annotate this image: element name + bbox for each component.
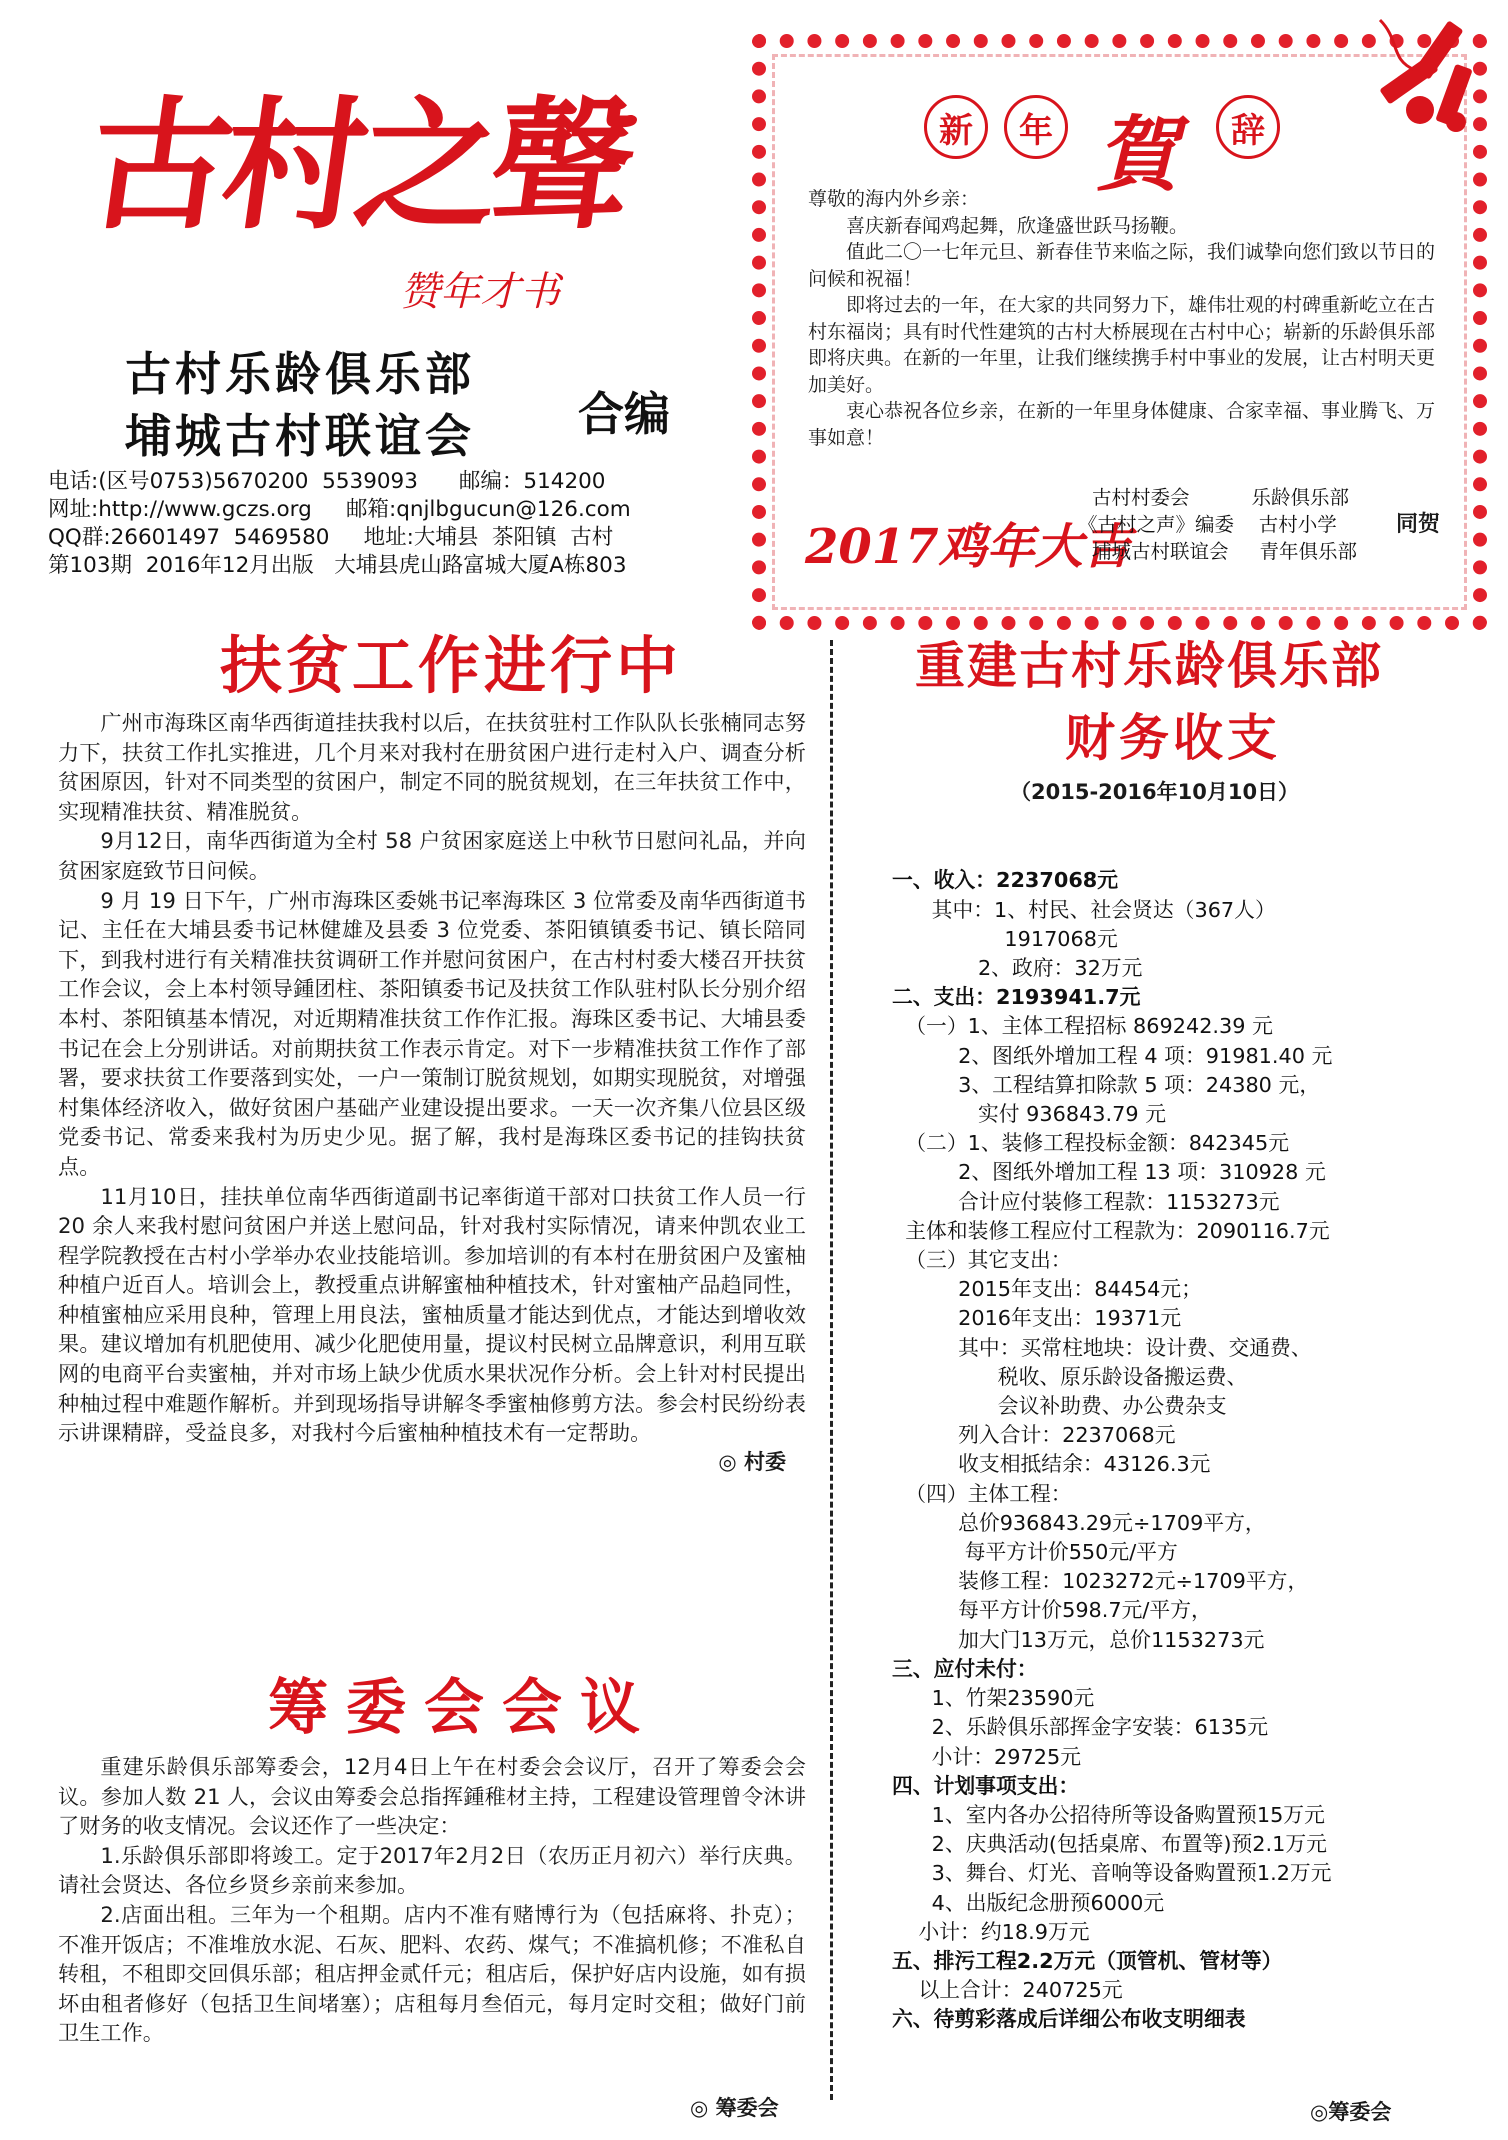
finance-line: （三）其它支出：	[892, 1248, 1072, 1273]
column-divider	[830, 640, 833, 2100]
contact-line-qq: QQ群:26601497 5469580 地址:大埔县 茶阳镇 古村	[48, 525, 614, 550]
greeting-signer-line: 埔城古村联谊会 青年俱乐部	[1092, 540, 1357, 563]
finance-line: 每平方计价550元/平方	[892, 1540, 1178, 1565]
finance-line: 1、竹架23590元	[892, 1686, 1095, 1711]
finance-line: 五、排污工程2.2万元（顶管机、管材等）	[892, 1948, 1283, 1973]
finance-line: 小计：29725元	[892, 1744, 1082, 1769]
finance-line: 1、室内各办公招待所等设备购置预15万元	[892, 1802, 1325, 1827]
finance-line: 3、舞台、灯光、音响等设备购置预1.2万元	[892, 1861, 1332, 1886]
greeting-tongge: 同贺	[1396, 512, 1441, 537]
firecracker-icon	[1360, 10, 1500, 150]
finance-line: 六、待剪彩落成后详细公布收支明细表	[892, 2007, 1246, 2032]
issue-line: 第103期 2016年12月出版 大埔县虎山路富城大厦A栋803	[48, 553, 627, 578]
finance-line: 2、乐龄俱乐部挥金字安装：6135元	[892, 1715, 1269, 1740]
finance-line: 以上合计：240725元	[892, 1978, 1123, 2003]
headline-finance-2: 财务收支	[1065, 709, 1281, 767]
article-committee-meeting	[58, 1752, 806, 2048]
finance-line: 2016年支出：19371元	[892, 1306, 1182, 1331]
finance-line: 其中：1、村民、社会贤达（367人）	[892, 897, 1276, 922]
finance-line: 合计应付装修工程款：1153273元	[892, 1189, 1280, 1214]
finance-line: 2、图纸外增加工程 4 项：91981.40 元	[892, 1043, 1333, 1068]
greeting-body	[808, 186, 1448, 451]
greeting-paragraph: 即将过去的一年，在大家的共同努力下，雄伟壮观的村碑重新屹立在古村东福岗；具有时代性建筑的古村大桥展现在古村中心；崭新的乐龄俱乐部即将庆典。在新的一年里，让我们继续携手村中事业的发展，让古村明天更加美好。	[808, 294, 1436, 396]
finance-line: 其中：买常柱地块：设计费、交通费、	[892, 1335, 1312, 1360]
finance-line: 小计：约18.9万元	[892, 1919, 1090, 1944]
finance-line: 四、计划事项支出：	[892, 1773, 1080, 1798]
finance-line: 列入合计：2237068元	[892, 1423, 1176, 1448]
finance-line: 二、支出：2193941.7元	[892, 985, 1141, 1010]
finance-line: 2、图纸外增加工程 13 项：310928 元	[892, 1160, 1326, 1185]
finance-line: 3、工程结算扣除款 5 项：24380 元，	[892, 1072, 1321, 1097]
finance-line: 1917068元	[892, 926, 1118, 951]
finance-line: 税收、原乐龄设备搬运费、	[892, 1364, 1248, 1389]
finance-line: 2015年支出：84454元；	[892, 1277, 1202, 1302]
greeting-signer-line: 古村村委会 乐龄俱乐部	[1092, 486, 1349, 509]
headline-poverty-relief: 扶贫工作进行中	[220, 629, 683, 702]
headline-committee-meeting: 筹委会会议	[268, 1673, 658, 1743]
greeting-signer-line: 《古村之声》编委 古村小学	[1078, 513, 1337, 536]
headline-finance-1: 重建古村乐龄俱乐部	[915, 637, 1383, 695]
finance-line: 每平方计价598.7元/平方，	[892, 1598, 1212, 1623]
finance-line: 加大门13万元，总价1153273元	[892, 1627, 1265, 1652]
finance-line: 总价936843.29元÷1709平方，	[892, 1510, 1266, 1535]
article-paragraph: 9 月 19 日下午，广州市海珠区委姚书记率海珠区 3 位常委及南华西街道书记、主任在大埔县委书记林健雄及县委 3 位党委、茶阳镇镇委书记、镇长陪同下，到我村进行有关精准扶贫调研工作并慰问贫困户，在古村村委大楼召开扶贫工作会议，会上本村领导鍾团柱、茶阳镇委书记及扶贫工作队驻村队长分别介绍本村、茶阳镇基本情况，对近期精准扶贫工作作汇报。海珠区委书记、大埔县委书记在会上分别讲话。对前期扶贫工作表示肯定。对下一步精准扶贫工作作了部署，要求扶贫工作要落到实处，一户一策制订脱贫规划，如期实现脱贫，对增强村集体经济收入，做好贫困户基础产业建设提出要求。一天一次齐集八位县区级党委书记、常委来我村为历史少见。据了解，我村是海珠区委书记的挂钩扶贫点。	[58, 887, 806, 1179]
finance-line: 2、政府：32万元	[892, 956, 1143, 981]
finance-line: 装修工程：1023272元÷1709平方，	[892, 1569, 1309, 1594]
article-paragraph: 1.乐龄俱乐部即将竣工。定于2017年2月2日（农历正月初六）举行庆典。请社会贤达、各位乡贤乡亲前来参加。	[58, 1842, 806, 1898]
greeting-paragraph: 喜庆新春闻鸡起舞，欣逢盛世跃马扬鞭。	[846, 214, 1189, 237]
article-signature: ◎ 筹委会	[690, 2096, 779, 2120]
finance-line: 会议补助费、办公费杂支	[892, 1394, 1227, 1419]
article-paragraph: 2.店面出租。三年为一个租期。店内不准有赌博行为（包括麻将、扑克）；不准开饭店；不准堆放水泥、石灰、肥料、农药、煤气；不准搞机修；不准私自转租，不租即交回俱乐部；租店押金贰仟元；租店后，保护好店内设施，如有损坏由租者修好（包括卫生间堵塞）；店租每月叁佰元，每月定时交租；做好门前卫生工作。	[58, 1901, 806, 2046]
finance-line: 实付 936843.79 元	[892, 1102, 1167, 1127]
article-paragraph: 广州市海珠区南华西街道挂扶我村以后，在扶贫驻村工作队队长张楠同志努力下，扶贫工作扎实推进，几个月来对我村在册贫困户进行走村入户、调查分析贫困原因，针对不同类型的贫困户，制定不同的脱贫规划，在三年扶贫工作中，实现精准扶贫、精准脱贫。	[58, 710, 806, 824]
greeting-char-xin: 新	[924, 95, 988, 159]
article-paragraph: 重建乐龄俱乐部筹委会，12月4日上午在村委会会议厅，召开了筹委会会议。参加人数 21 人，会议由筹委会总指挥鍾稚材主持，工程建设管理曾令沐讲了财务的收支情况。会议还作了一些决定：	[58, 1754, 806, 1839]
contact-line-phone: 电话:(区号0753)5670200 5539093 邮编：514200	[48, 469, 606, 494]
finance-line: 收支相抵结余：43126.3元	[892, 1452, 1211, 1477]
greeting-salutation: 尊敬的海内外乡亲：	[808, 188, 980, 210]
finance-line: （一）1、主体工程招标 869242.39 元	[892, 1014, 1273, 1039]
article-signature: ◎筹委会	[1310, 2100, 1392, 2124]
greeting-char-he: 賀	[1096, 107, 1178, 203]
finance-list	[892, 808, 1332, 2064]
contact-line-web: 网址:http://www.gczs.org 邮箱:qnjlbgucun@126.com	[48, 497, 631, 522]
finance-line: （四）主体工程：	[892, 1481, 1072, 1506]
greeting-paragraph: 值此二〇一七年元旦、新春佳节来临之际，我们诚挚向您们致以节日的问候和祝福！	[808, 241, 1436, 290]
finance-line: 三、应付未付：	[892, 1656, 1038, 1681]
finance-line: 2、庆典活动(包括桌席、布置等)预2.1万元	[892, 1832, 1327, 1857]
finance-period: （2015-2016年10月10日）	[1010, 780, 1300, 804]
article-poverty-relief	[58, 708, 806, 1477]
org-name-2: 埔城古村联谊会	[125, 409, 475, 463]
article-paragraph: 11月10日，挂扶单位南华西街道副书记率街道干部对口扶贫工作人员一行 20 余人来我村慰问贫困户并送上慰问品，针对我村实际情况，请来仲凯农业工程学院教授在古村小学举办农业技能培训。参加培训的有本村在册贫困户及蜜柚种植户近百人。培训会上，教授重点讲解蜜柚种植技术，针对蜜柚产品趋同性，种植蜜柚应采用良种，管理上用良法，蜜柚质量才能达到优点，才能达到增收效果。建议增加有机肥使用、减少化肥使用量，提议村民树立品牌意识，利用互联网的电商平台卖蜜柚，并对市场上缺少优质水果状况作分析。会上针对村民提出种柚过程中难题作解析。并到现场指导讲解冬季蜜柚修剪方法。参会村民纷纷表示讲课精辟，受益良多，对我村今后蜜柚种植技术有一定帮助。	[58, 1183, 806, 1446]
org-name-1: 古村乐龄俱乐部	[125, 347, 475, 401]
greeting-paragraph: 衷心恭祝各位乡亲，在新的一年里身体健康、合家幸福、事业腾飞、万事如意！	[808, 400, 1436, 449]
article-paragraph: 9月12日，南华西街道为全村 58 户贫困家庭送上中秋节日慰问礼品，并向贫困家庭致节日问候。	[58, 828, 806, 883]
rooster-year-slogan: 2017鸡年大吉	[805, 519, 1131, 575]
finance-line: （二）1、装修工程投标金额：842345元	[892, 1131, 1289, 1156]
finance-line: 4、出版纪念册预6000元	[892, 1890, 1165, 1915]
article-signature: ◎ 村委	[718, 1449, 786, 1474]
finance-line: 一、收入：2237068元	[892, 868, 1119, 893]
greeting-char-nian: 年	[1004, 95, 1068, 159]
greeting-char-ci: 辞	[1216, 95, 1280, 159]
calligrapher-signature: 赞年才书	[400, 269, 560, 315]
finance-line: 主体和装修工程应付工程款为：2090116.7元	[892, 1218, 1330, 1243]
masthead-logo-title: 古村之聲	[78, 83, 638, 249]
joint-edition-label: 合编	[578, 387, 670, 441]
